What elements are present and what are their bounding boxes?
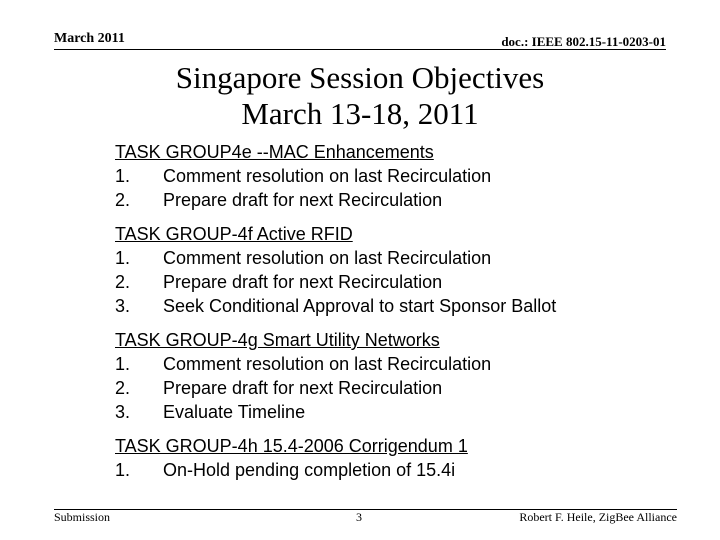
item-number: 1. [115, 460, 131, 480]
group-title: TASK GROUP-4g Smart Utility Networks [115, 330, 440, 350]
item-number: 3. [115, 296, 131, 316]
list-item [115, 376, 695, 400]
list-item [115, 270, 695, 294]
title-line-1: Singapore Session Objectives [175, 60, 545, 95]
item-text: Prepare draft for next Recirculation [163, 190, 443, 210]
task-group-4e [115, 140, 695, 212]
title-line-2: March 13-18, 2011 [241, 96, 479, 131]
item-text: On-Hold pending completion of 15.4i [163, 460, 456, 480]
item-number: 1. [115, 248, 131, 268]
item-number: 2. [115, 190, 131, 210]
slide-title [110, 60, 610, 132]
item-number: 2. [115, 272, 131, 292]
item-text: Seek Conditional Approval to start Sponsor Ballot [163, 296, 557, 316]
group-title: TASK GROUP-4h 15.4-2006 Corrigendum 1 [115, 436, 468, 456]
list-item [115, 188, 695, 212]
list-item [115, 164, 695, 188]
task-group-4f [115, 222, 695, 318]
footer-submission: Submission [54, 510, 111, 524]
item-number: 2. [115, 378, 131, 398]
list-item [115, 458, 695, 482]
task-group-4h [115, 434, 695, 482]
item-text: Prepare draft for next Recirculation [163, 378, 443, 398]
footer-page-number: 3 [356, 510, 362, 524]
footer-author: Robert F. Heile, ZigBee Alliance [519, 510, 677, 524]
item-text: Evaluate Timeline [163, 402, 306, 422]
slide-body [115, 140, 695, 492]
item-text: Prepare draft for next Recirculation [163, 272, 443, 292]
item-text: Comment resolution on last Recirculation [163, 354, 492, 374]
item-number: 1. [115, 166, 131, 186]
list-item [115, 246, 695, 270]
list-item [115, 352, 695, 376]
item-number: 1. [115, 354, 131, 374]
header-doc-id: doc.: IEEE 802.15-11-0203-01 [501, 34, 666, 49]
task-group-4g [115, 328, 695, 424]
list-item [115, 400, 695, 424]
header-divider [54, 49, 666, 50]
item-number: 3. [115, 402, 131, 422]
group-title: TASK GROUP-4f Active RFID [115, 224, 353, 244]
item-text: Comment resolution on last Recirculation [163, 248, 492, 268]
header-date: March 2011 [54, 31, 125, 46]
list-item [115, 294, 695, 318]
item-text: Comment resolution on last Recirculation [163, 166, 492, 186]
group-title: TASK GROUP4e --MAC Enhancements [115, 142, 434, 162]
